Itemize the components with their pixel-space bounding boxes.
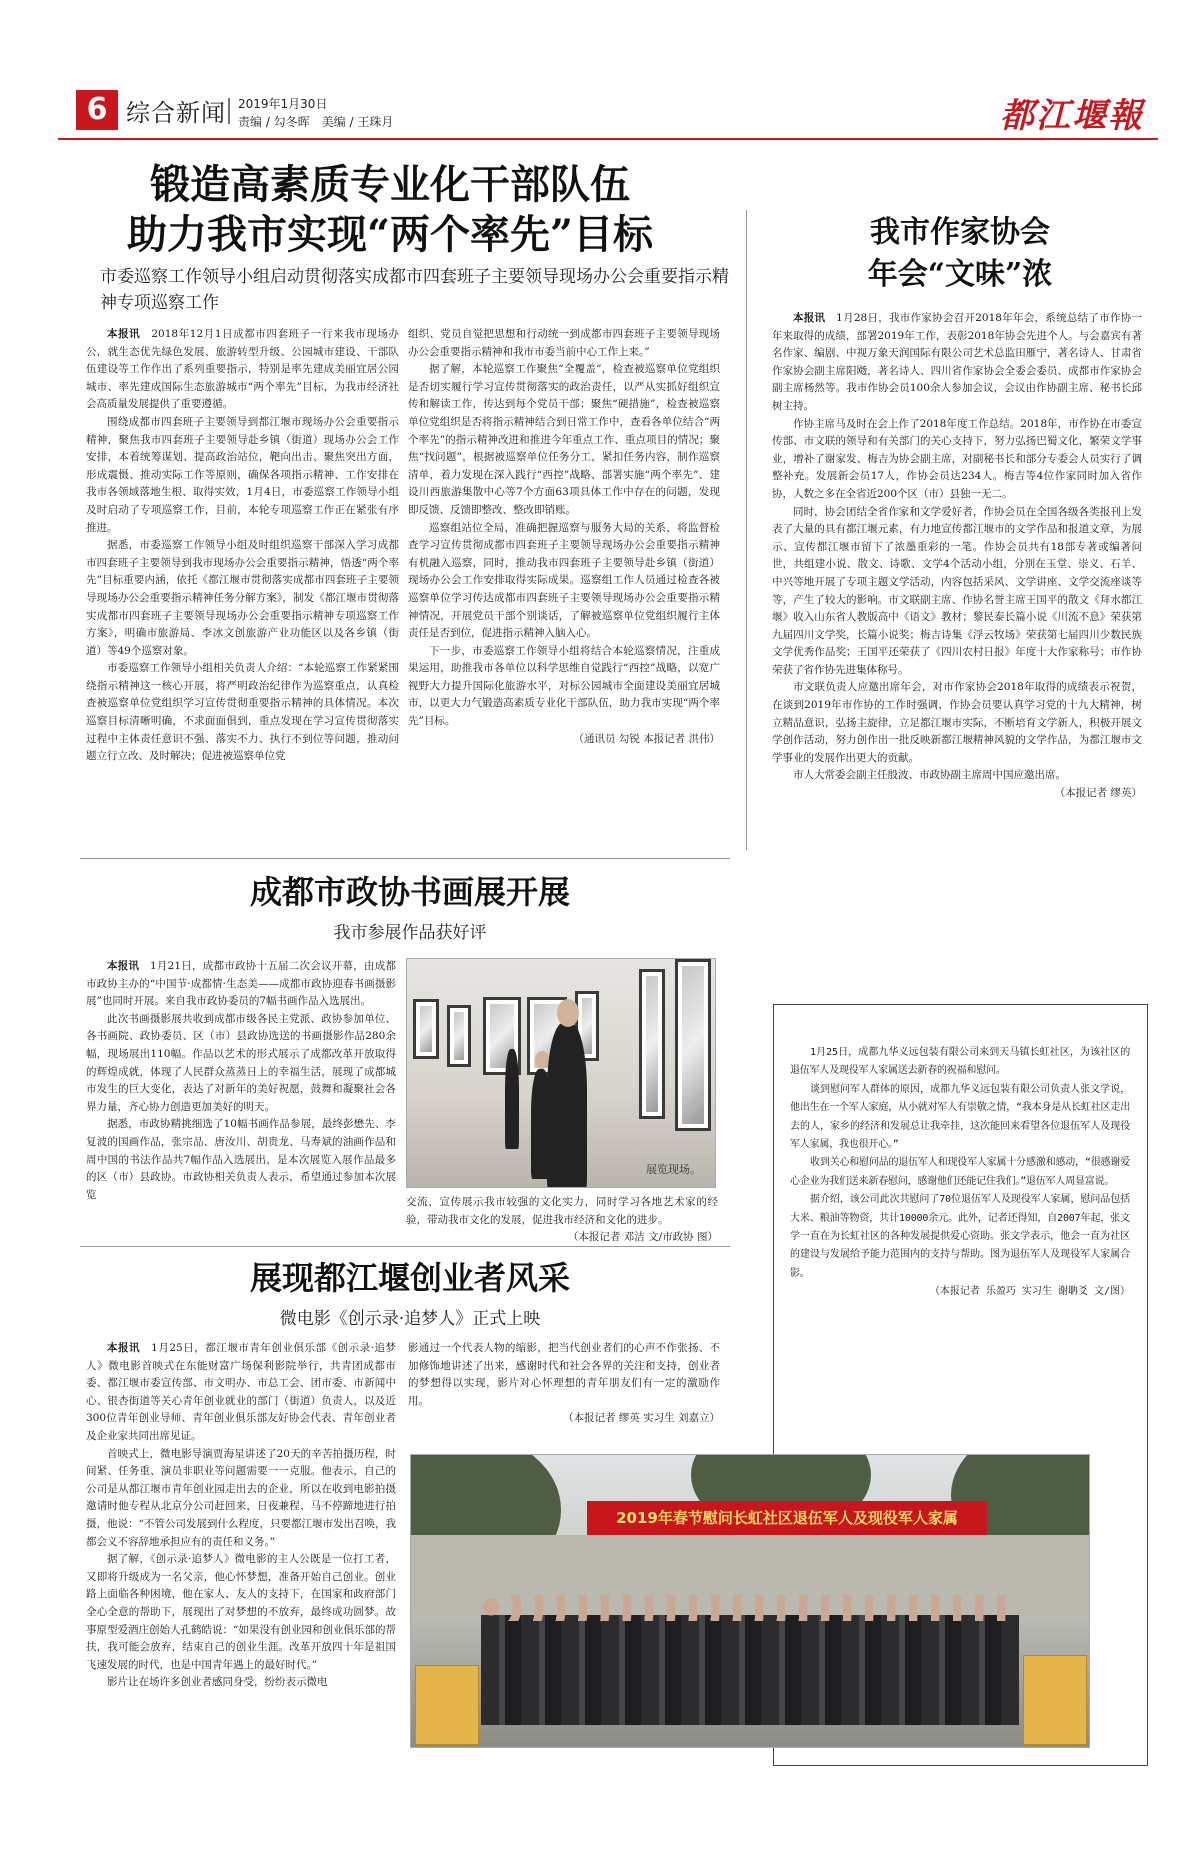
article3-subtitle: 我市参展作品获好评 — [333, 923, 487, 943]
article2-title: 我市作家协会 年会“文味”浓 — [867, 215, 1053, 292]
visitor-head — [557, 999, 579, 1027]
article4-continuation: 影通过一个代表人物的缩影，把当代创业者们的心声不作张扬、不加修饰地讲述了出来，感谢时代和社会各界的关注和支持，创业者的梦想得以实现，影片对心怀理想的青年朋友们有一定的激励作用。 （本报记者 缪英 实习生 刘嘉立） — [408, 1340, 720, 1428]
article2-para: 同时，协会团结全省作家和文学爱好者，作协会员在全国各级各类报刊上发表了大量的具有都江堰元素，有力地宣传都江堰市的文学作品和报道文章，为展示、宣传都江堰市留下了浓墨重彩的一笔。作协会员共有18部专著或编著问世，共组建小说、散文、诗歌、文学4个活动小组，分别在玉堂、崇义、石羊、中兴等地开展了专项主题文学活动，内容包括采风、文学讲座、文学交流座谈等等，产生了较大的影响。市文联副主席、作协名誉主席王国平的散文《拜水都江堰》收入山东省人教版高中《语文》教材；黎民泰长篇小说《川流不息》荣获第九届四川文学奖，长篇小说奖；梅吉诗集《浮云牧场》荣获第七届四川少数民族文学优秀作品奖；王国平还荣获了《四川农村日报》年度十大作家称号；市作协荣获了省作协先进集体称号。 — [772, 505, 1142, 676]
visitor-figure — [505, 1049, 519, 1149]
issue-date: 2019年1月30日 — [238, 97, 328, 111]
article4-byline: （本报记者 缪英 实习生 刘嘉立） — [562, 1412, 720, 1425]
article4-body — [86, 1340, 396, 1692]
article4-title: 展现都江堰创业者风采 — [249, 1259, 570, 1297]
lead-label: 本报讯 — [107, 328, 141, 340]
article1-para: 下一步，市委巡察工作领导小组将结合本轮巡察情况，注重成果运用，助推我市各单位以科学思维自觉践行“西控”战略，以宽广视野大力提升国际化旅游水平，对标公园城市全面建设美丽宜居城市，以更大力气锻造高素质专业化干部队伍，助力我市实现“两个率先”目标。 — [408, 644, 720, 728]
exhibition-photo — [406, 958, 716, 1188]
article2-para: 本报讯 1月28日，我市作家协会召开2018年年会，系统总结了市作协一年来取得的成绩，部署2019年工作，表彰2018年协会先进个人。与会嘉宾有著名作家、编剧、中视万象天润国际有限公司艺术总监田雁宁，著名诗人、甘肃省作家协会副主席阳飏，著名诗人、四川省作家协会全委会委员、成都市作家协会副主席杨然等。我市作协会员100余人参加会议，会议由作协副主席、秘书长邱树主持。 — [772, 312, 1143, 412]
visitor-figure — [547, 1023, 587, 1188]
gift-boxes — [415, 1665, 479, 1745]
article1-column-2 — [408, 326, 720, 748]
visitor-head — [535, 1051, 549, 1069]
article4-para: 本报讯 1月25日，都江堰市青年创业俱乐部《创示录·追梦人》微电影首映式在东能财富广场保利影院举行，共青团成都市委、都江堰市委宣传部、市文明办、市总工会、团市委、市新闻中心、银杏街道等关心青年创业就业的部门（街道）负责人，以及近300位青年创业导师、青年创业俱乐部友好协会代表、青年创业者及企业家共同出席见证。 — [86, 1342, 397, 1442]
article2-para: 市人大常委会副主任殷波、市政协副主席周中国应邀出席。 — [793, 769, 1066, 782]
veterans-group-photo — [410, 1454, 1090, 1748]
article3-title: 成都市政协书画展开展 — [249, 873, 570, 911]
article4-subtitle: 微电影《创示录·追梦人》正式上映 — [279, 1309, 541, 1329]
article2-byline: （本报记者 缪英） — [1054, 787, 1142, 800]
lead-label: 本报讯 — [107, 1342, 141, 1354]
event-banner: 2019年春节慰问长虹社区退伍军人及现役军人家属 — [587, 1501, 987, 1535]
article1-para: 围绕成都市四套班子主要领导到都江堰市现场办公会重要指示精神，聚焦我市四套班子主要领导赴乡镇（街道）现场办公会工作安排，本着统筹谋划、提高政治站位，靶向出击、聚焦突出方面，形成震慑、推动实际工作等原则，确保各项指示精神、工作安排在我市各领域落地生根、取得实效，1月4日，市委巡察工作领导小组及时启动了专项巡察工作，目前，本轮专项巡察工作正在紧张有序推进。 — [86, 415, 399, 534]
article3-para: 此次书画摄影展共收到成都市级各民主党派、政协参加单位、各书画院、政协委员、区（市）县政协选送的书画摄影作品280余幅，现场展出110幅。作品以艺术的形式展示了成都改革开放取得的辉煌成就，体现了人民群众蒸蒸日上的幸福生活，展现了成都城市发生的巨大变化，表达了对新年的美好祝愿，鼓舞和凝聚社会各界力量，齐心协力创造更加美好的明天。 — [86, 1012, 396, 1113]
article1-title-line2: 助力我市实现“两个率先”目标 — [126, 211, 653, 258]
section-divider — [80, 858, 730, 859]
article1-para: 据悉，市委巡察工作领导小组及时组织巡察干部深入学习成都市四套班子主要领导到我市现场办公会重要指示精神，悟透“两个率先”目标重要内涵，依托《都江堰市贯彻落实成都市四套班子主要领导现场办公会重要指示精神任务分解方案》，制发《都江堰市贯彻落实成都市四套班子主要领导现场办公会重要指示精神专项巡察工作方案》，明确市旅游局、李冰文创旅游产业功能区以及各乡镇（街道）等49个巡察对象。 — [86, 539, 399, 657]
lead-label: 本报讯 — [107, 960, 140, 972]
article1-para: 组织、党员自觉把思想和行动统一到成都市四套班子主要领导现场办公会重要指示精神和我市市委当前中心工作上来。” — [408, 328, 720, 358]
article5-para: 据介绍，该公司此次共慰问了70位退伍军人及现役军人家属，慰问品包括大米、粮油等物资，共计10000余元。此外，记者还得知，自2007年起，张文学一直在为长虹社区的各种发展提供爱心资助。张文学表示，他会一直为社区的建设与发展给予能力范围内的支持与帮助。图为退伍军人及现役军人家属合影。 — [790, 1194, 1130, 1279]
article5-body — [790, 1044, 1130, 1301]
article3-continuation: 交流，宣传展示我市较强的文化实力，同时学习各地艺术家的经验，带动我市文化的发展，促进我市经济和文化的进步。 （本报记者 邓洁 文/市政协 图） — [406, 1194, 718, 1247]
article2-para: 市文联负责人应邀出席年会，对市作家协会2018年取得的成绩表示祝贺，在谈到2019年市作协的工作时强调，作协会员要认真学习党的十九大精神，树立精品意识，弘扬主旋律，立足都江堰市实际，不断培育文学新人，积极开展文学创作活动，努力创作出一批反映新都江堰精神风貌的文学作品，为都江堰市文学事业的发展作出更大的贡献。 — [772, 681, 1142, 764]
header-divider — [228, 98, 230, 124]
article1-para: 据了解，本轮巡察工作聚焦“全覆盖”，检查被巡察单位党组织是否切实履行学习宣传贯彻落实的政治责任，以严从实抓好组织宣传和解读工作，传达到每个党员干部；聚焦“硬措施”，检查被巡察单位党组织是否将指示精神结合到日常工作中，查看各单位结合“两个率先”的指示精神改进和推进今年重点工作、重点项目的情况；聚焦“找问题”，根据被巡察单位任务分工，紧扣任务内容，制作巡察清单，着力发现在深入践行“西控”战略、部署实施“两个率先”、建设川西旅游集散中心等7个方面63项具体工作中存在的问题，发现即反馈、反馈即整改、整改即销账。 — [408, 363, 720, 516]
artwork-frame — [675, 959, 711, 1131]
newspaper-logo: 都江堰報 — [1000, 96, 1144, 136]
gift-boxes — [1023, 1655, 1087, 1745]
header-rule — [58, 138, 1158, 140]
article1-title-line1: 锻造高素质专业化干部队伍 — [150, 161, 630, 208]
article4-para: 首映式上，微电影导演贾海星讲述了20天的辛苦拍摄历程，时间紧、任务重、演员非职业等问题需要一一克服。他表示，自己的公司是从都江堰市青年创业园走出去的企业，所以在收到电影拍摄邀请时他专程从北京分公司赶回来，日夜兼程、马不停蹄地进行拍摄，他说：“不管公司发展到什么程度，只要都江堰市发出召唤，我都会义不容辞地承担应有的责任和义务。” — [86, 1447, 396, 1548]
article4-para: 影片让在场许多创业者感同身受，纷纷表示微电 — [107, 1676, 328, 1689]
article1-para: 巡察组站位全局，准确把握巡察与服务大局的关系，将监督检查学习宣传贯彻成都市四套班子主要领导现场办公会重要指示精神有机融入巡察，同时，推动我市四套班子主要领导赴乡镇（街道）现场办公会工作安排取得实际成果。巡察组工作人员通过检查各被巡察单位学习传达成都市四套班子主要领导现场办公会重要指示精神情况，开展党员干部个别谈话，了解被巡察单位党组织履行主体责任是否到位，促进指示精神入脑入心。 — [408, 521, 720, 640]
crowd — [481, 1595, 1019, 1717]
column-divider — [746, 210, 747, 850]
article1-column-1 — [86, 326, 399, 766]
article3-para: 据悉，市政协精挑细选了10幅书画作品参展，最终彭懋先、李复波的国画作品，张宗品、唐汝川、胡贵龙、马寿斌的油画作品和周中国的书法作品共7幅作品入选展出，是本次展览入展作品最多的区（市）县政协。市政协相关负责人表示，希望通过参加本次展览 — [86, 1118, 396, 1201]
article5-para: 谈到慰问军人群体的原因，成都九华义远包装有限公司负责人张文学说，他出生在一个军人家庭，从小就对军人有崇敬之情，“我本身是从长虹社区走出去的人，家乡的经济和发展总让我牵挂，这次能回来看望各位退伍军人及现役军人家属，我也很开心。” — [790, 1083, 1130, 1151]
artwork-frame — [413, 999, 439, 1059]
article1-para: 本报讯 2018年12月1日成都市四套班子一行来我市现场办公，就生态优先绿色发展、旅游转型升级、公园城市建设、干部队伍建设等工作作出了系列重要指示，特别是率先建成美丽宜居公园城市、率先建成国际生态旅游城市“两个率先”目标，为我市经济社会高质量发展提供了重要遵循。 — [86, 328, 399, 411]
artwork-frame — [639, 969, 665, 1119]
photo-caption: 展览现场。 — [646, 1163, 701, 1176]
article1-subtitle: 市委巡察工作领导小组启动贯彻落实成都市四套班子主要领导现场办公会重要指示精神专项巡察工作 — [100, 267, 729, 313]
article3-body — [86, 958, 396, 1204]
article2-body — [772, 310, 1142, 803]
article3-para: 本报讯 1月21日，成都市政协十五届二次会议开幕，由成都市政协主办的“中国节·成都情·生态美——成都市政协迎春书画摄影展”也同时开展。来自我市政协委员的7幅书画作品入选展出。 — [86, 960, 397, 1008]
section-divider — [80, 1246, 730, 1247]
article1-byline: （通讯员 勾锐 本报记者 洪伟） — [573, 732, 720, 745]
section-title: 综合新闻 — [126, 99, 226, 127]
article5-para: 收到关心和慰问品的退伍军人和现役军人家属十分感激和感动，“很感谢爱心企业为我们送来新春慰问，感谢他们还能记住我们。”退伍军人周显富说。 — [790, 1157, 1130, 1187]
article3-byline: （本报记者 邓洁 文/市政协 图） — [567, 1231, 718, 1244]
article2-para: 作协主席马及时在会上作了2018年度工作总结。2018年，市作协在市委宣传部、市文联的领导和有关部门的关心支持下，努力弘扬巴蜀文化，繁荣文学事业，增补了谢家发、梅吉为协会副主席，对副秘书长和部分专委会人员实行了调整补充。发展新会员17人，作协会员达234人。梅吉等4位作家同时加入省作协，人数之多在全省近200个区（市）县独一无二。 — [772, 417, 1142, 500]
editors-line: 责编 / 勾冬晖 美编 / 王珠月 — [238, 115, 394, 129]
page-number: 6 — [76, 90, 118, 130]
article5-para: 1月25日，成都九华义远包装有限公司来到天马镇长虹社区，为该社区的退伍军人及现役军人家属送去新春的祝福和慰问。 — [790, 1047, 1130, 1077]
article4-para: 据了解，《创示录·追梦人》微电影的主人公既是一位打工者，又即将升级成为一名父亲，他心怀梦想，准备开始自己创业。创业路上面临各种困境，他在家人、友人的支持下，在国家和政府部门全心全意的帮助下，展现出了对梦想的不放弃，最终成功圆梦。故事原型爱酒庄创始人孔鹤皓说：“如果没有创业园和创业俱乐部的帮扶，我可能会放弃，结束自己的创业生涯。改革开放四十年是祖国飞速发展的时代，也是中国青年遇上的最好时代。” — [86, 1553, 396, 1671]
article5-byline: （本报记者 乐盈巧 实习生 谢聃爻 文/图） — [929, 1286, 1130, 1298]
article1-para: 市委巡察工作领导小组相关负责人介绍：“本轮巡察工作紧紧围绕指示精神这一核心开展，将严明政治纪律作为巡察重点，认真检查被巡察单位党组织学习宣传贯彻重要指示精神的具体情况。本次巡察目标清晰明确，不求面面俱到，重点发现在学习宣传贯彻落实过程中主体责任意识不强、落实不力、执行不到位等问题，推动问题立行立改、及时解决；促进被巡察单位党 — [86, 662, 399, 763]
artwork-frame — [447, 1005, 471, 1067]
lead-label: 本报讯 — [793, 312, 826, 324]
